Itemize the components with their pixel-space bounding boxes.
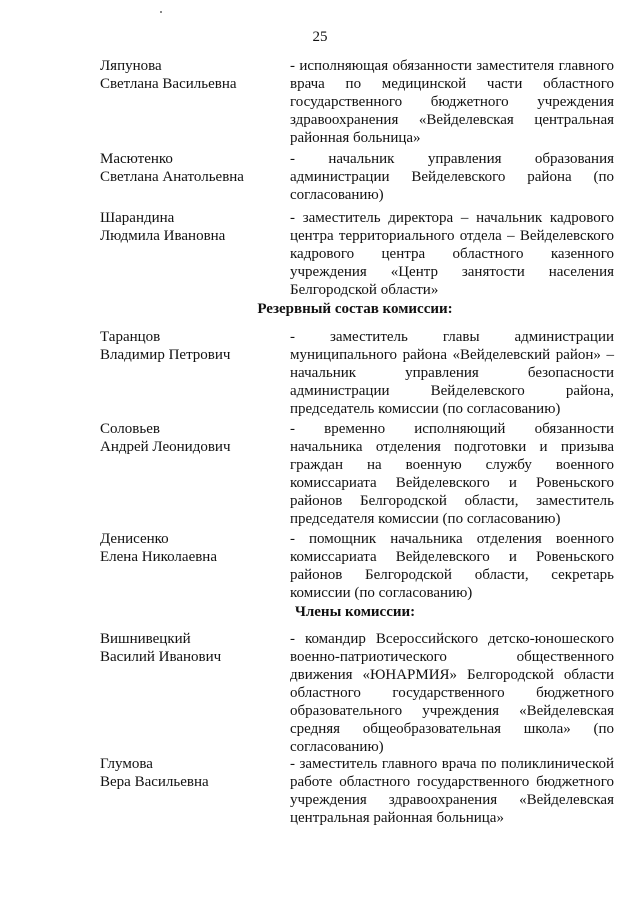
member-entry [100,755,614,827]
member-role: - командир Всероссийского детско-юношеского военно-патриотического общественного движения «ЮНАРМИЯ» Белгородской области областного государственного бюджетного образовательного учреждения «Вейделевская средняя общеобразовательная школа» (по согласованию) [290,631,614,755]
section-heading-reserve: Резервный состав комиссии: [257,301,453,317]
member-role: - начальник управления образования администрации Вейделевского района (по согласованию) [290,151,614,203]
member-given-names: Владимир Петрович [100,347,231,363]
page-number: 25 [312,29,328,45]
member-surname: Масютенко [100,151,173,167]
member-name [100,57,290,147]
member-surname: Соловьев [100,421,160,437]
member-entry [100,530,614,602]
member-role: - заместитель главы администрации муниципального района «Вейделевский район» – начальник управления безопасности администрации Вейделевского района, председатель комиссии (по согласованию) [290,329,614,417]
member-name [100,420,290,528]
member-role: - помощник начальника отделения военного комиссариата Вейделевского и Ровеньского районов Белгородской области, секретарь комиссии (по согласованию) [290,531,614,601]
member-given-names: Андрей Леонидович [100,439,231,455]
member-entry [100,150,614,204]
member-entry [100,57,614,147]
member-surname: Денисенко [100,531,169,547]
member-name [100,150,290,204]
member-surname: Шарандина [100,210,175,226]
scan-speck [160,11,162,13]
member-entry [100,328,614,418]
section-heading-members: Члены комиссии: [294,604,416,620]
member-surname: Таранцов [100,329,161,345]
member-role: - временно исполняющий обязанности начальника отделения подготовки и призыва граждан на военную службу военного комиссариата Вейделевского и Ровеньского районов Белгородской области, заместитель председателя комиссии (по согласованию) [290,421,614,527]
member-surname: Ляпунова [100,58,162,74]
member-role: - заместитель главного врача по поликлинической работе областного государственного бюджетного учреждения здравоохранения «Вейделевская центральная районная больница» [290,756,614,826]
member-surname: Вишнивецкий [100,631,191,647]
member-name [100,328,290,418]
member-name [100,530,290,602]
member-given-names: Светлана Анатольевна [100,169,244,185]
member-name [100,630,290,756]
member-role: - заместитель директора – начальник кадрового центра территориального отдела – Вейделевского кадрового центра областного казенного учреждения «Центр занятости населения Белгородской области» [290,210,614,298]
member-name [100,755,290,827]
member-given-names: Вера Васильевна [100,774,209,790]
member-given-names: Людмила Ивановна [100,228,226,244]
member-given-names: Василий Иванович [100,649,222,665]
member-name [100,209,290,299]
member-entry [100,630,614,756]
member-role: - исполняющая обязанности заместителя главного врача по медицинской части областного государственного бюджетного учреждения здравоохранения «Вейделевская центральная районная больница» [290,58,614,146]
member-given-names: Елена Николаевна [100,549,217,565]
member-entry [100,209,614,299]
member-surname: Глумова [100,756,153,772]
member-entry [100,420,614,528]
member-given-names: Светлана Васильевна [100,76,237,92]
